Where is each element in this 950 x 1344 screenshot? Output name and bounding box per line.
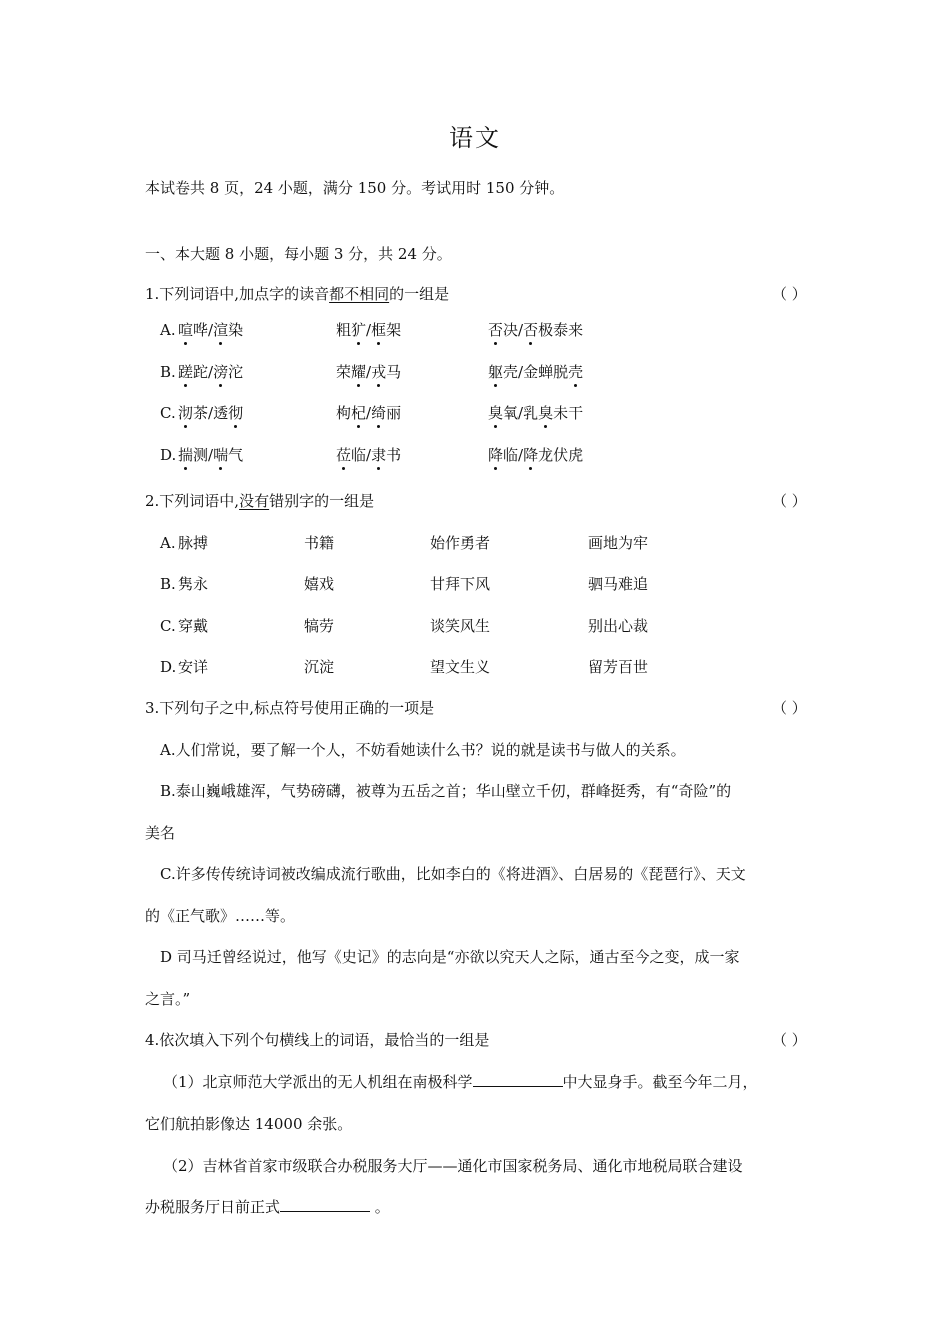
q3-answer-paren: （ ） xyxy=(772,699,807,717)
dotted-character: 喧 xyxy=(178,321,194,339)
q2-option-word: 别出心裁 xyxy=(588,617,649,635)
q2-option-word: 犒劳 xyxy=(304,617,335,635)
plain-text: 决/ xyxy=(503,321,524,339)
plain-text: 荣 xyxy=(336,363,352,381)
q3-option-c-line2: 的《正气歌》……等。 xyxy=(145,907,296,925)
q1-option-word-pair xyxy=(178,362,243,382)
q1-answer-paren: （ ） xyxy=(772,285,807,303)
q2-option-word: 嬉戏 xyxy=(304,575,335,593)
dotted-character: 彻 xyxy=(228,404,244,422)
dotted-character: 蹉 xyxy=(178,363,194,381)
q1-stem-post: 的一组是 xyxy=(389,285,450,303)
q1-option-word-pair xyxy=(488,362,583,382)
q2-option-label: C. xyxy=(160,617,176,635)
plain-text: / xyxy=(366,363,372,381)
q2-option-word: 穿戴 xyxy=(178,617,209,635)
q1-stem-pre: 1.下列词语中,加点字的读音 xyxy=(145,285,330,303)
q1-option-word-pair xyxy=(178,445,243,465)
q4-blank-1[interactable] xyxy=(473,1072,563,1087)
page-title: 语文 xyxy=(449,124,501,152)
question-1-stem xyxy=(145,284,449,304)
q2-option-word: 画地为牢 xyxy=(588,534,649,552)
q3-option-a: A.人们常说，要了解一个人，不妨看她读什么书？说的就是读书与做人的关系。 xyxy=(160,741,686,759)
exam-intro: 本试卷共 8 页，24 小题，满分 150 分。考试用时 150 分钟。 xyxy=(145,179,565,197)
q2-option-word: 驷马难追 xyxy=(588,575,649,593)
dotted-character: 否 xyxy=(488,321,504,339)
plain-text: / xyxy=(366,321,372,339)
dotted-character: 臭 xyxy=(538,404,554,422)
q3-option-d-line1: D 司马迁曾经说过，他写《史记》的志向是“亦欲以究天人之际，通古至今之变，成一家 xyxy=(160,948,740,966)
q1-option-label: B. xyxy=(160,363,176,381)
q1-stem-emphasis: 都不相同 xyxy=(329,285,390,303)
question-2-stem xyxy=(145,491,374,511)
q4-s1-pre: （1）北京师范大学派出的无人机组在南极科学 xyxy=(163,1073,473,1091)
dotted-character: 躯 xyxy=(488,363,504,381)
dotted-character: 沏 xyxy=(178,404,194,422)
q4-blank-2[interactable] xyxy=(280,1197,370,1212)
dotted-character: 否 xyxy=(523,321,539,339)
q2-option-word: 隽永 xyxy=(178,575,209,593)
dotted-character: 绮 xyxy=(371,404,387,422)
q2-option-word: 望文生义 xyxy=(430,658,491,676)
q2-option-label: A. xyxy=(160,534,176,552)
q3-option-d-line2: 之言。” xyxy=(145,990,191,1008)
q2-answer-paren: （ ） xyxy=(772,492,807,510)
q1-option-word-pair xyxy=(178,320,243,340)
q1-option-word-pair xyxy=(488,403,583,423)
plain-text: 哗/ xyxy=(193,321,214,339)
plain-text: 极泰来 xyxy=(538,321,584,339)
dotted-character: 滂 xyxy=(213,363,229,381)
q2-stem-post: 错别字的一组是 xyxy=(269,492,375,510)
dotted-character: 犷 xyxy=(351,321,367,339)
dotted-character: 揣 xyxy=(178,446,194,464)
q1-option-word-pair xyxy=(336,362,401,382)
q2-stem-pre: 2.下列词语中, xyxy=(145,492,240,510)
plain-text: 临/ xyxy=(503,446,524,464)
q1-option-word-pair xyxy=(336,403,401,423)
plain-text: 沱 xyxy=(228,363,244,381)
plain-text: 测/ xyxy=(193,446,214,464)
q4-sentence-2-line2 xyxy=(145,1197,390,1217)
dotted-character: 莅 xyxy=(336,446,352,464)
plain-text: 枸 xyxy=(336,404,352,422)
q4-s2-post: 。 xyxy=(370,1198,390,1216)
q1-option-word-pair xyxy=(488,320,583,340)
q3-option-c-line1: C.许多传传统诗词被改编成流行歌曲，比如李白的《将进酒》、白居易的《琵琶行》、天文 xyxy=(160,865,746,883)
q4-sentence-1-line1 xyxy=(163,1072,758,1092)
q4-s2-pre: 办税服务厅日前正式 xyxy=(145,1198,281,1216)
plain-text: 染 xyxy=(228,321,244,339)
plain-text: 丽 xyxy=(386,404,402,422)
question-3-stem: 3.下列句子之中,标点符号使用正确的一项是 xyxy=(145,699,435,717)
plain-text: 书 xyxy=(386,446,402,464)
section-heading: 一、本大题 8 小题，每小题 3 分，共 24 分。 xyxy=(145,245,452,263)
plain-text: 架 xyxy=(386,321,402,339)
q1-option-label: D. xyxy=(160,446,177,464)
plain-text: 跎/ xyxy=(193,363,214,381)
plain-text: 龙伏虎 xyxy=(538,446,584,464)
q4-sentence-1-line2: 它们航拍影像达 14000 余张。 xyxy=(145,1115,353,1133)
plain-text: 氧/乳 xyxy=(503,404,539,422)
q2-option-word: 安详 xyxy=(178,658,209,676)
q2-option-label: B. xyxy=(160,575,176,593)
dotted-character: 喘 xyxy=(213,446,229,464)
q1-option-word-pair xyxy=(488,445,583,465)
q1-option-word-pair xyxy=(336,445,401,465)
dotted-character: 框 xyxy=(371,321,387,339)
q2-option-word: 谈笑风生 xyxy=(430,617,491,635)
q3-option-b-line2: 美名 xyxy=(145,824,176,842)
dotted-character: 降 xyxy=(523,446,539,464)
dotted-character: 杞 xyxy=(351,404,367,422)
dotted-character: 戎 xyxy=(371,363,387,381)
dotted-character: 耀 xyxy=(351,363,367,381)
q2-option-word: 书籍 xyxy=(304,534,335,552)
q1-option-label: C. xyxy=(160,404,176,422)
q2-option-word: 留芳百世 xyxy=(588,658,649,676)
q2-option-word: 甘拜下风 xyxy=(430,575,491,593)
q4-s1-post: 中大显身手。截至今年二月， xyxy=(562,1073,758,1091)
q3-option-b-line1: B.泰山巍峨雄浑，气势磅礴，被尊为五岳之首；华山壁立千仞，群峰挺秀，有“奇险”的 xyxy=(160,782,732,800)
plain-text: 气 xyxy=(228,446,244,464)
q1-option-label: A. xyxy=(160,321,176,339)
question-4-stem: 4.依次填入下列个句横线上的词语，最恰当的一组是 xyxy=(145,1031,490,1049)
dotted-character: 壳 xyxy=(568,363,584,381)
q4-answer-paren: （ ） xyxy=(772,1031,807,1049)
plain-text: 茶/透 xyxy=(193,404,229,422)
plain-text: 壳/金蝉脱 xyxy=(503,363,569,381)
plain-text: 马 xyxy=(386,363,402,381)
q2-option-word: 始作勇者 xyxy=(430,534,491,552)
dotted-character: 臭 xyxy=(488,404,504,422)
dotted-character: 渲 xyxy=(213,321,229,339)
plain-text: / xyxy=(366,404,372,422)
q1-option-word-pair xyxy=(178,403,243,423)
q1-option-word-pair xyxy=(336,320,401,340)
q4-sentence-2-line1: （2）吉林省首家市级联合办税服务大厅——通化市国家税务局、通化市地税局联合建设 xyxy=(163,1157,743,1175)
dotted-character: 隶 xyxy=(371,446,387,464)
q2-option-word: 脉搏 xyxy=(178,534,209,552)
plain-text: 临/ xyxy=(351,446,372,464)
q2-option-word: 沉淀 xyxy=(304,658,335,676)
plain-text: 未干 xyxy=(553,404,584,422)
plain-text: 粗 xyxy=(336,321,352,339)
q2-option-label: D. xyxy=(160,658,177,676)
dotted-character: 降 xyxy=(488,446,504,464)
q2-stem-emphasis: 没有 xyxy=(239,492,270,510)
